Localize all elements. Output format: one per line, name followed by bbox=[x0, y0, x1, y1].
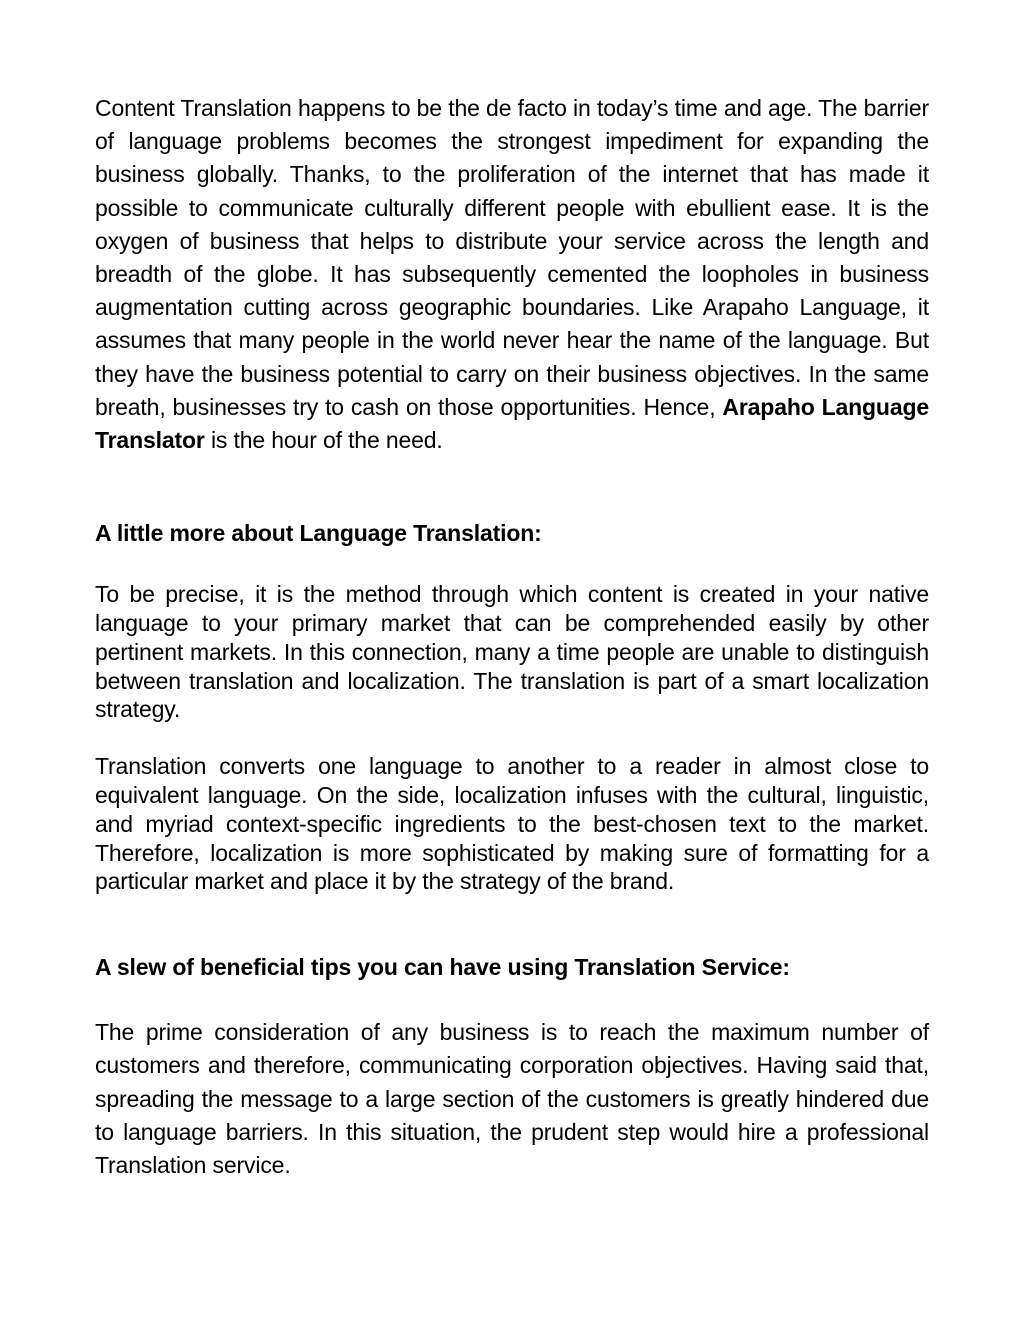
intro-text-after: is the hour of the need. bbox=[204, 427, 443, 454]
document-page bbox=[95, 92, 929, 1182]
intro-text-before: Content Translation happens to be the de facto in today’s time and age. The barrier of language problems becomes the strongest impediment for expanding the business globally. Thanks, to the proliferation of the internet that has made it possible to communicate culturally different people with ebullient ease. It is the oxygen of business that helps to distribute your service across the length and breadth of the globe. It has subsequently cemented the loopholes in business augmentation cutting across geographic boundaries. Like Arapaho Language, it assumes that many people in the world never hear the name of the language. But they have the business potential to carry on their business objectives. In the same breath, businesses try to cash on those opportunities. Hence, bbox=[95, 95, 929, 420]
intro-bold-term: Arapaho Language Translator bbox=[95, 393, 930, 454]
paragraph-translation-method: To be precise, it is the method through which content is created in your native language to your primary market that can be comprehended easily by other pertinent markets. In this connection, many a time people are unable to distinguish between translation and localization. The translation is part of a smart localization strategy. bbox=[95, 581, 929, 723]
paragraph-translation-vs-localization: Translation converts one language to another to a reader in almost close to equivalent language. On the side, localization infuses with the cultural, linguistic, and myriad context-specific ingredients to the best-chosen text to the market. Therefore, localization is more sophisticated by making sure of formatting for a particular market and place it by the strategy of the brand. bbox=[95, 753, 929, 895]
section-heading-language-translation: A little more about Language Translation: bbox=[95, 520, 542, 547]
paragraph-business-consideration: The prime consideration of any business is to reach the maximum number of customers and therefore, communicating corporation objectives. Having said that, spreading the message to a large section of the customers is greatly hindered due to language barriers. In this situation, the prudent step would hire a professional Translation service. bbox=[95, 1019, 929, 1179]
section-heading-translation-tips: A slew of beneficial tips you can have using Translation Service: bbox=[95, 954, 790, 981]
intro-paragraph bbox=[95, 92, 929, 457]
